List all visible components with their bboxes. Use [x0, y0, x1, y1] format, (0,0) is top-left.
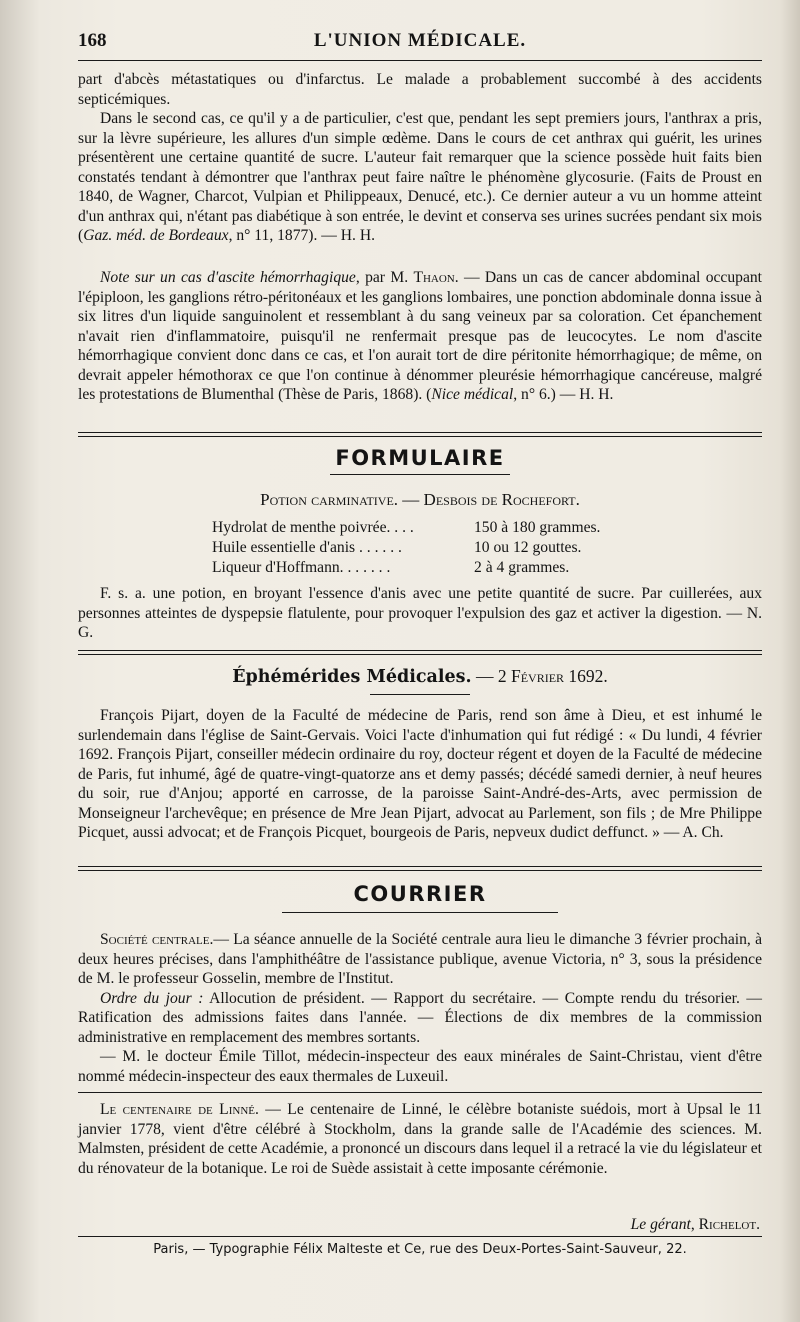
ingredient-quantity: 10 ou 12 gouttes.: [474, 539, 582, 556]
courrier-section: [78, 930, 762, 1086]
note-reference: Nice médical: [431, 386, 514, 403]
gerant-label: Le gérant: [630, 1216, 691, 1233]
societe-paragraph: [78, 930, 762, 989]
ingredient-row: [212, 538, 632, 558]
recipe-instructions-section: [78, 584, 762, 643]
note-end: , n° 6.) — H. H.: [513, 386, 614, 403]
linne-body: — Le centenaire de Linné, le célèbre botaniste suédois, mort à Upsal le 11 janvier 1778, vient d'être célébré à Stockholm, dans la grande salle de l'Académie des sciences. M. Malmsten, président de cette Académie, a prononcé un discours dans lequel il a retracé la vie du législateur et du rénovateur de la botanique. Le roi de Suède assistait à cette imposante cérémonie.: [78, 1101, 762, 1177]
intro-paragraph-1: part d'abcès métastatiques ou d'infarctus. Le malade a probablement succombé à des accidents septicémiques.: [78, 71, 762, 108]
courrier-title-rule: [282, 912, 558, 913]
note-body: . — Dans un cas de cancer abdominal occupant l'épiploon, les ganglions rétro-péritonéaux et les ganglions lombaires, une ponction abdominale donna issue à six litres d'un liquide sanguinolent et ressemblant à du sang veineux par sa coloration. Cet épanchement n'avait rien d'inflammatoire, puisqu'il ne renfermait presque pas de leucocytes. Le nom d'ascite hémorrhagique convient donc dans ce cas, et l'on aurait tort de dire péritonite hémorrhagique; de même, on devrait appeler hémothorax ce que l'on continue à dénommer pleurésie hémorrhagique cancéreuse, malgré les protestations de Blumenthal (Thèse de Paris, 1868). (: [78, 269, 762, 403]
page-number: 168: [78, 30, 107, 51]
ingredient-row: [212, 518, 632, 538]
ordre-body: Allocution de président. — Rapport du secrétaire. — Compte rendu du trésorier. — Ratification des admissions faites dans l'année. — Élections de dix membres de la commission administrative en remplacement des membres sortants.: [78, 989, 763, 1046]
intro-paragraph-2: [78, 109, 762, 246]
ingredient-name: Liqueur d'Hoffmann. . . . . . .: [212, 559, 391, 576]
linne-label: Le centenaire de Linné.: [100, 1101, 259, 1118]
header-rule: [78, 60, 762, 61]
ingredient-row: [212, 558, 632, 578]
note-paragraph: [78, 268, 762, 405]
ordre-paragraph: [78, 989, 762, 1048]
ingredient-quantity: 150 à 180 grammes.: [474, 519, 601, 536]
ingredient-name: Huile essentielle d'anis . . . . . .: [212, 539, 402, 556]
recipe-instructions: F. s. a. une potion, en broyant l'essence d'anis avec une petite quantité de sucre. Par cuillerées, aux personnes atteintes de dyspepsie flatulente, pour provoquer l'expulsion des gaz et activer la digestion. — N. G.: [78, 585, 762, 641]
societe-body: — La séance annuelle de la Société centrale aura lieu le dimanche 3 février prochain, à deux heures précises, dans l'amphithéâtre de l'assistance publique, avenue Victoria, n° 3, sous la présidence de M. le professeur Gosselin, membre de l'Institut.: [78, 931, 762, 987]
ephemerides-date: — 2 Février 1692.: [471, 666, 608, 686]
running-head: L'UNION MÉDICALE.: [313, 30, 527, 51]
intro-paragraph-2-end: , n° 11, 1877). — H. H.: [228, 227, 376, 244]
intro-paragraph-2-text: Dans le second cas, ce qu'il y a de particulier, c'est que, pendant les sept premiers jours, l'anthrax a pris, sur la lèvre supérieure, les allures d'un simple œdème. Dans le cours de cet anthrax qui guérit, les urines présentèrent une certaine quantité de sucre. L'auteur fait remarquer que la science possède huit faits bien constatés tendant à démontrer que l'anthrax peut faire naître le phénomène glycosurie. (Faits de Proust en 1840, de Wagner, Charcot, Vulpian et Philippeaux, Denucé, etc.). Ce dernier auteur a vu un homme atteint d'un anthrax qui, n'étant pas diabétique à son entrée, le devint et conserva ses urines sucrées pendant six mois (: [78, 110, 762, 244]
linne-separator-rule: [78, 1092, 762, 1093]
linne-section: [78, 1100, 762, 1178]
ephemerides-heading: [78, 666, 762, 687]
intro-section: [78, 70, 762, 246]
imprint-line: Paris, — Typographie Félix Malteste et Ce, rue des Deux-Portes-Saint-Sauveur, 22.: [153, 1242, 687, 1257]
ingredient-list: [212, 518, 632, 578]
ordre-label: Ordre du jour :: [100, 989, 204, 1007]
recipe-title: Potion carminative. — Desbois de Rochefort.: [260, 490, 580, 509]
intro-paragraph-2-reference: Gaz. méd. de Bordeaux: [83, 227, 229, 244]
ingredient-name: Hydrolat de menthe poivrée. . . .: [212, 519, 414, 536]
gerant-name: , Richelot.: [690, 1216, 760, 1233]
note-author: Thaon: [413, 269, 455, 286]
ephemerides-top-rule: [78, 650, 762, 655]
formulaire-title-rule: [330, 474, 510, 475]
tillot-paragraph: — M. le docteur Émile Tillot, médecin-inspecteur des eaux minérales de Saint-Christau, vient d'être nommé médecin-inspecteur des eaux thermales de Luxeuil.: [78, 1048, 762, 1085]
ingredient-quantity: 2 à 4 grammes.: [474, 559, 570, 576]
ephemerides-body: François Pijart, doyen de la Faculté de médecine de Paris, rend son âme à Dieu, et est inhumé le surlendemain dans l'église de Saint-Gervais. Voici l'acte d'inhumation qui fut rédigé : « Du lundi, 4 février 1692. François Pijart, conseiller médecin ordinaire du roy, docteur régent et doyen de la Faculté de médecine de Paris, fut inhumé, âgé de quatre-vingt-quatorze ans et demy passés; décédé samedi dernier, à neuf heures du soir, rue d'Anjou; apporté en carrosse, de la paroisse Saint-André-des-Arts, avec permission de Monseigneur l'archevêque; en présence de Mre Jean Pijart, advocat au Parlement, son fils ; de Mre Philippe Picquet, aussi advocat; et de François Picquet, bourgeois de Paris, nepveux dudict deffunct. » — A. Ch.: [78, 707, 762, 841]
ephemerides-title: Éphémérides Médicales.: [232, 667, 472, 687]
linne-paragraph: [78, 1100, 762, 1178]
footer-rule: [78, 1236, 762, 1237]
formulaire-title: FORMULAIRE: [335, 446, 505, 470]
note-title: Note sur un cas d'ascite hémorrhagique: [100, 269, 356, 286]
note-by: , par M.: [355, 269, 414, 286]
societe-label: Société centrale.: [100, 931, 214, 948]
courrier-top-rule: [78, 866, 762, 871]
gerant-signature: [631, 1216, 760, 1234]
note-section: [78, 268, 762, 405]
ephemerides-section: [78, 706, 762, 843]
page-header: [78, 24, 762, 58]
courrier-title: COURRIER: [353, 882, 487, 906]
ephemerides-title-rule: [370, 694, 470, 695]
formulaire-top-rule: [78, 432, 762, 437]
